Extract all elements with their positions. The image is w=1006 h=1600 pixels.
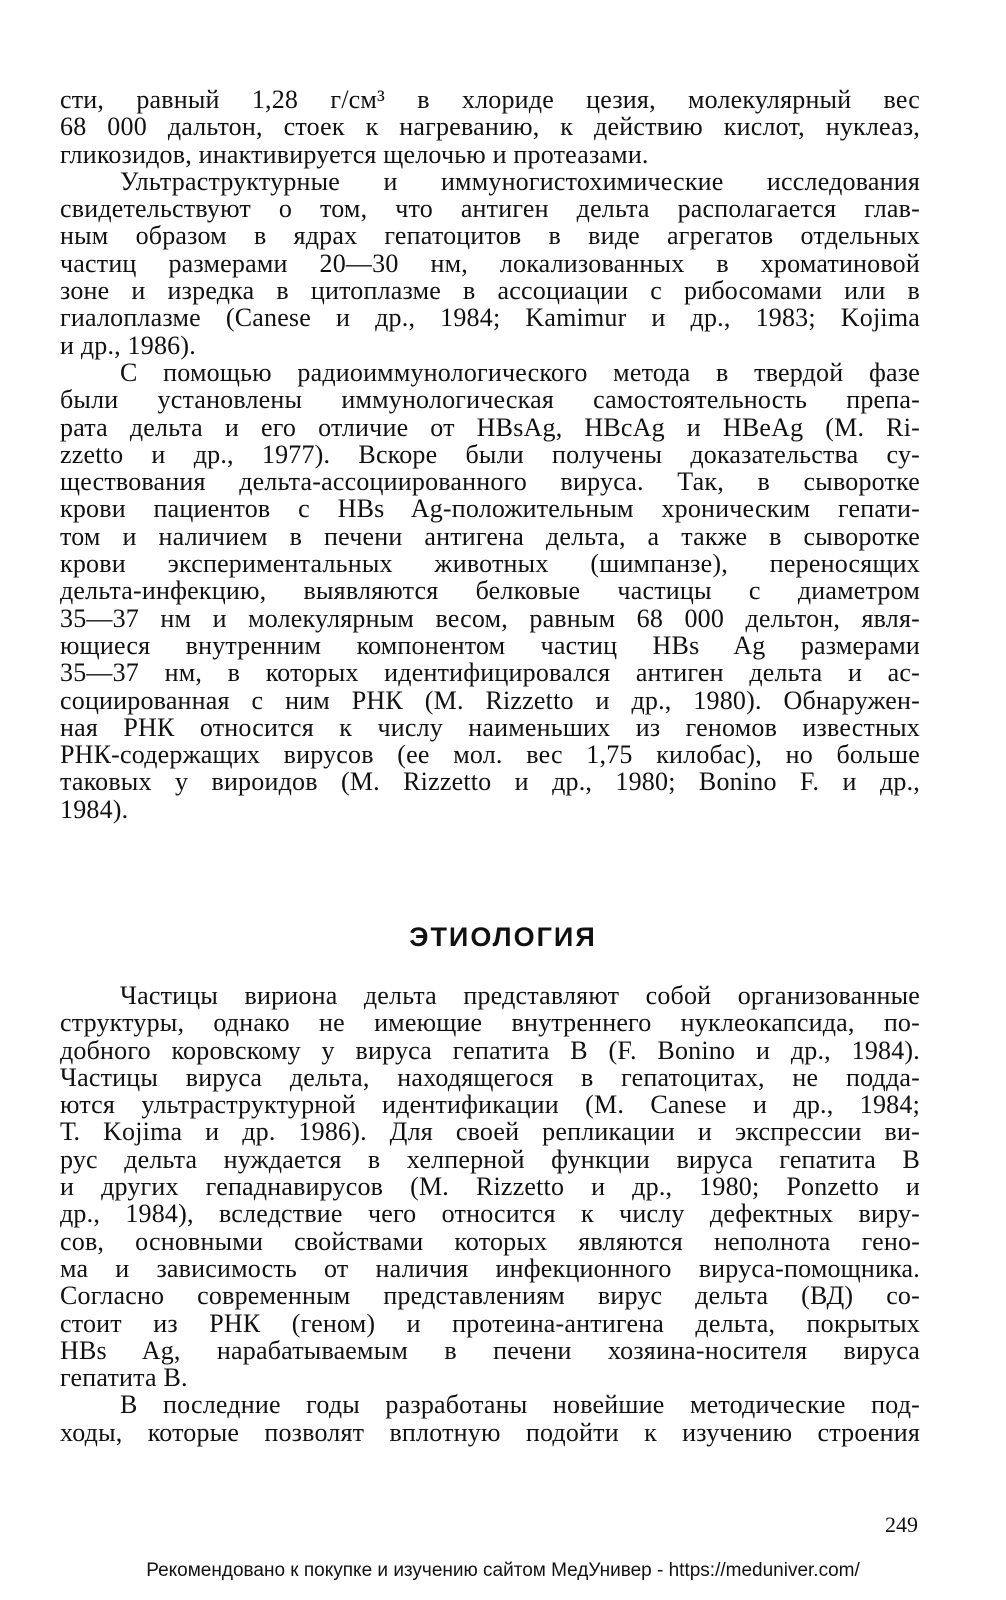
text-line: гликозидов, инактивируется щелочью и протеазами.: [60, 139, 649, 169]
text-line: 35—37 нм, в которых идентифицировался антиген дельта и ас-: [60, 658, 920, 688]
text-line: zzetto и др., 1977). Вскоре были получены доказательства су-: [60, 439, 920, 469]
text-line: социированная с ним РНК (M. Rizzetto и др., 1980). Обнаружен-: [60, 685, 920, 715]
text-line: рата дельта и его отличие от HBsAg, HBcAg и HBeAg (M. Ri-: [60, 412, 920, 442]
paragraph-recent-methods: [60, 1391, 920, 1446]
text-line: 35—37 нм и молекулярным весом, равным 68 000 дельтон, явля-: [60, 603, 920, 633]
page-body: [60, 86, 920, 823]
text-line: таковых у вироидов (M. Rizzetto и др., 1980; Bonino F. и др.,: [60, 767, 920, 797]
section-heading: ЭТИОЛОГИЯ: [409, 922, 597, 952]
text-line: С помощью радиоиммунологического метода в твердой фазе: [120, 357, 920, 387]
text-line: ма и зависимость от наличия инфекционного вируса-помощника.: [60, 1253, 920, 1283]
paragraph-radioimmunology: [60, 359, 920, 823]
text-line: крови пациентов с HBs Ag-положительным хроническим гепати-: [60, 494, 920, 524]
text-line: свидетельствуют о том, что антиген дельта располагается глав-: [60, 194, 920, 224]
paragraph-virion-particles: [60, 982, 920, 1391]
text-line: структуры, однако не имеющие внутреннего нуклеокапсида, по-: [60, 1008, 920, 1038]
text-line: ным образом в ядрах гепатоцитов в виде агрегатов отдельных: [60, 221, 920, 251]
text-line: гепатита В.: [60, 1363, 188, 1393]
text-line: HBs Ag, нарабатываемым в печени хозяина-носителя вируса: [60, 1335, 920, 1365]
text-line: Частицы вируса дельта, находящегося в гепатоцитах, не подда-: [60, 1062, 920, 1092]
text-line: зоне и изредка в цитоплазме в ассоциации с рибосомами или в: [60, 276, 920, 306]
text-line: том и наличием в печени антигена дельта, а также в сыворотке: [60, 521, 920, 551]
text-line: ются ультраструктурной идентификации (M. Canese и др., 1984;: [60, 1090, 920, 1120]
text-line: крови экспериментальных животных (шимпанзе), переносящих: [60, 549, 920, 579]
text-line: добного коровскому у вируса гепатита В (F. Bonino и др., 1984).: [60, 1035, 920, 1065]
text-line: частиц размерами 20—30 нм, локализованных в хроматиновой: [60, 248, 920, 278]
text-line: Т. Kojima и др. 1986). Для своей репликации и экспрессии ви-: [60, 1117, 920, 1147]
text-line: сти, равный 1,28 г/см³ в хлориде цезия, молекулярный вес: [60, 85, 920, 114]
text-line: сов, основными свойствами которых являются неполнота гено-: [60, 1226, 920, 1256]
text-line: 68 000 дальтон, стоек к нагреванию, к действию кислот, нуклеаз,: [60, 112, 920, 142]
text-line: ходы, которые позволят вплотную подойти к изучению строения: [60, 1417, 920, 1447]
text-line: РНК-содержащих вирусов (ее мол. вес 1,75 килобас), но больше: [60, 740, 920, 770]
paragraph-continuation: [60, 86, 920, 168]
text-line: 1984).: [60, 794, 129, 824]
text-line: ющиеся внутренним компонентом частиц HBs Ag размерами: [60, 630, 920, 660]
text-line: Ультраструктурные и иммуногистохимические исследования: [120, 166, 920, 196]
text-line: и других гепаднавирусов (M. Rizzetto и др., 1980; Ponzetto и: [60, 1172, 920, 1202]
text-line: Согласно современным представлениям вирус дельта (ВД) со-: [60, 1281, 920, 1311]
text-line: др., 1984), вследствие чего относится к числу дефектных виру-: [60, 1199, 920, 1229]
text-line: Частицы вириона дельта представляют собой организованные: [120, 981, 920, 1010]
paragraph-ultrastructure: [60, 168, 920, 359]
footer-recommendation: Рекомендовано к покупке и изучению сайтом МедУнивер - https://meduniver.com/: [146, 1560, 860, 1581]
section-etiology-body: [60, 982, 920, 1446]
text-line: ная РНК относится к числу наименьших из геномов известных: [60, 712, 920, 742]
text-line: В последние годы разработаны новейшие методические под-: [120, 1390, 920, 1420]
page-number: 249: [885, 1512, 918, 1537]
text-line: стоит из РНК (геном) и протеина-антигена дельта, покрытых: [60, 1308, 920, 1338]
text-line: гиалоплазме (Canese и др., 1984; Kamimur и др., 1983; Kojima: [60, 303, 920, 333]
text-line: дельта-инфекцию, выявляются белковые частицы с диаметром: [60, 576, 920, 606]
text-line: ществования дельта-ассоциированного вируса. Так, в сыворотке: [60, 467, 920, 497]
text-line: были установлены иммунологическая самостоятельность препа-: [60, 385, 920, 415]
text-line: рус дельта нуждается в хелперной функции вируса гепатита В: [60, 1144, 920, 1174]
text-line: и др., 1986).: [60, 330, 196, 360]
